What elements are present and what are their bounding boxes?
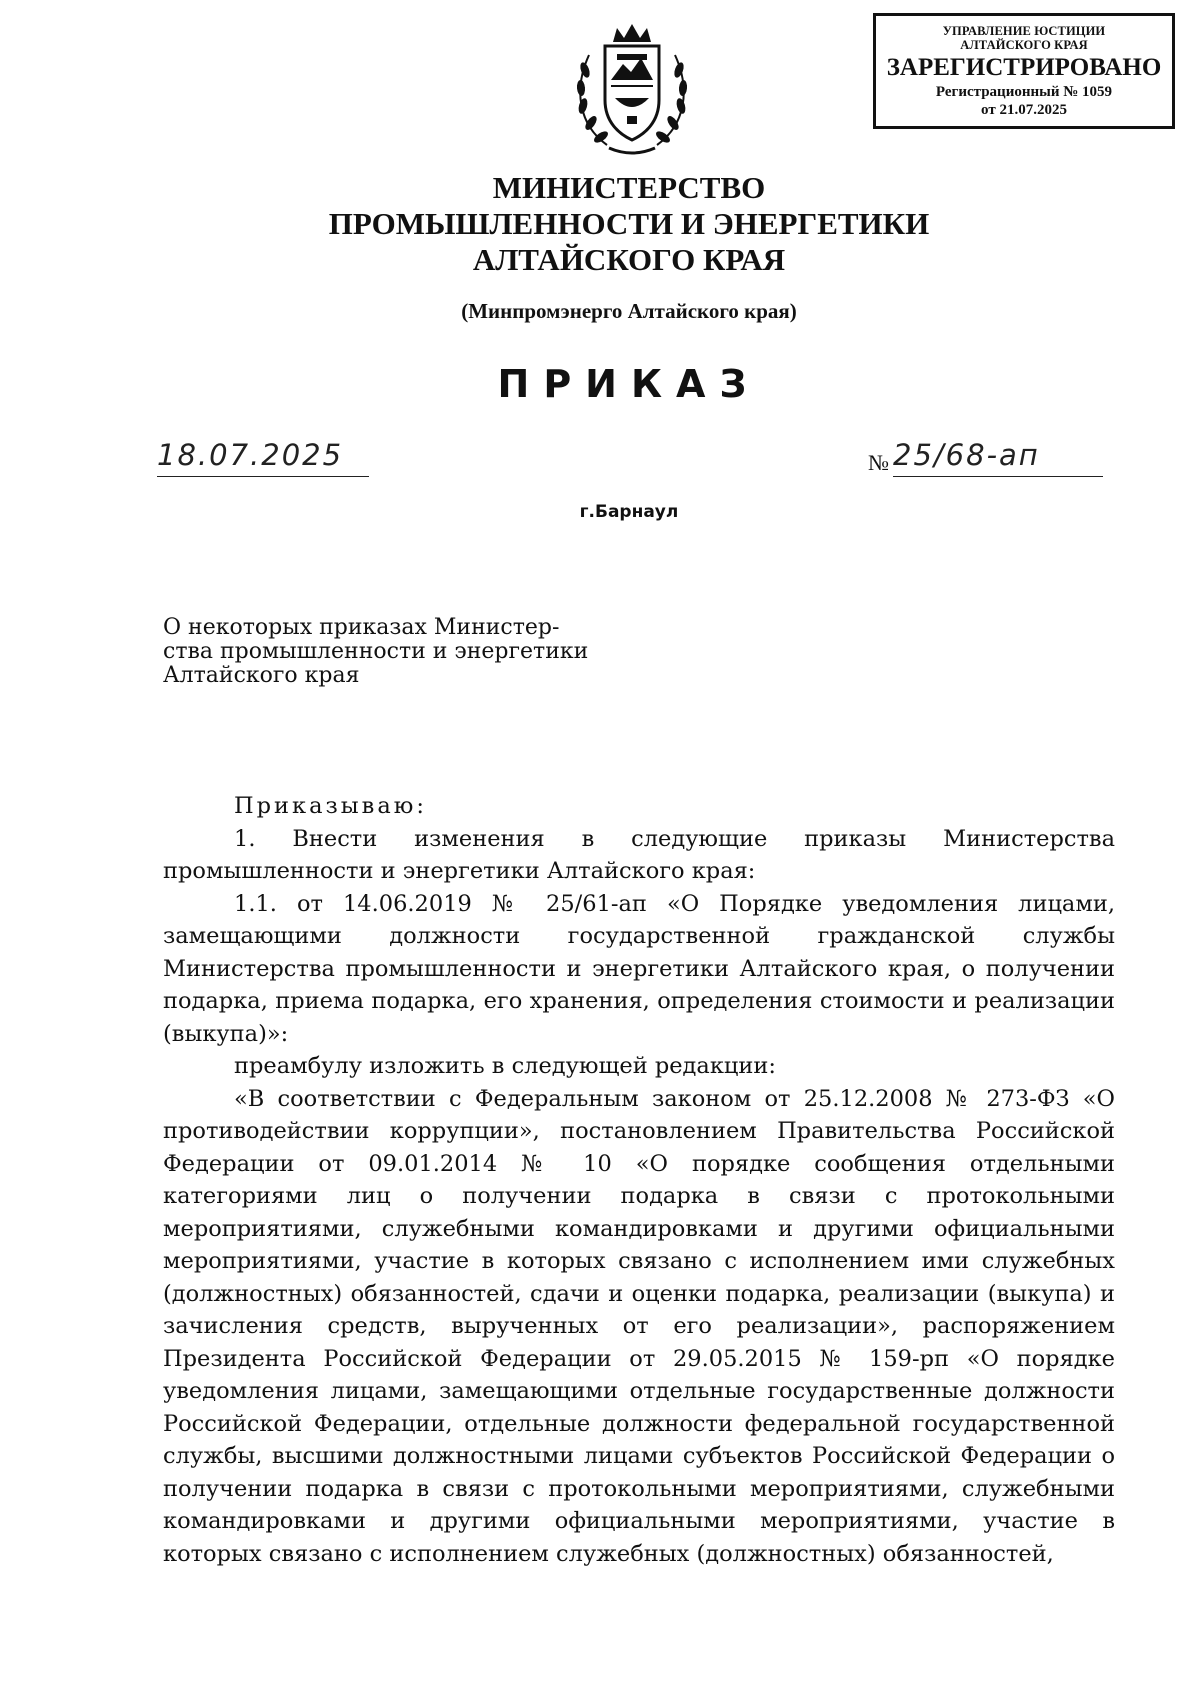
stamp-org-line2: АЛТАЙСКОГО КРАЯ bbox=[960, 38, 1088, 52]
ministry-short-name: (Минпромэнерго Алтайского края) bbox=[461, 299, 797, 323]
document-date: 18.07.2025 bbox=[157, 438, 369, 477]
subject-line1: О некоторых приказах Министер- bbox=[163, 615, 560, 640]
paragraph-1: 1. Внести изменения в следующие приказы Министерства промышленности и энергетики Алтайского края: bbox=[163, 825, 1115, 884]
document-type: ПРИКАЗ bbox=[497, 362, 761, 406]
number-label: № bbox=[868, 450, 889, 475]
subject-line2: ства промышленности и энергетики bbox=[163, 639, 589, 664]
paragraph-preamble-text: «В соответствии с Федеральным законом от 25.12.2008 № 273-ФЗ «О противодействии коррупции», постановлением Правительства Российской Федерации от 09.01.2014 № 10 «О порядке сообщения отдельными категориями лиц о получении подарка в связи с протокольными мероприятиями, служебными командировками и другими официальными мероприятиями, участие в которых связано с исполнением ими служебных (должностных) обязанностей, сдачи и оценки подарка, реализации (выкупа) и зачисления средств, вырученных от его реализации», распоряжением Президента Российской Федерации от 29.05.2015 № 159-рп «О порядке уведомления лицами, замещающими отдельные государственные должности Российской Федерации, отдельные должности федеральной государственной службы, высшими должностными лицами субъектов Российской Федерации о получении подарка в связи с протокольными мероприятиями, служебными командировками и другими официальными мероприятиями, участие в которых связано с исполнением служебных (должностных) обязанностей, bbox=[163, 1085, 1115, 1567]
coat-of-arms-icon bbox=[567, 20, 697, 160]
stamp-status: ЗАРЕГИСТРИРОВАНО bbox=[886, 54, 1162, 81]
stamp-reg-number: Регистрационный № 1059 bbox=[935, 84, 1113, 100]
stamp-reg-date: от 21.07.2025 bbox=[981, 102, 1067, 118]
stamp-org-line1: УПРАВЛЕНИЕ ЮСТИЦИИ bbox=[942, 24, 1106, 38]
paragraph-preamble: преамбулу изложить в следующей редакции: bbox=[234, 1053, 776, 1079]
ministry-name-line2: ПРОМЫШЛЕННОСТИ И ЭНЕРГЕТИКИ bbox=[328, 206, 930, 241]
registration-stamp bbox=[873, 13, 1175, 129]
document-number: 25/68-ап bbox=[893, 438, 1103, 477]
subject-line3: Алтайского края bbox=[163, 663, 360, 688]
document-body bbox=[163, 790, 1115, 1570]
ministry-name bbox=[0, 170, 1200, 278]
city: г.Барнаул bbox=[579, 502, 679, 522]
stamp-org bbox=[876, 24, 1172, 52]
ministry-name-line3: АЛТАЙСКОГО КРАЯ bbox=[472, 242, 786, 277]
document-subject bbox=[163, 616, 633, 688]
order-word: Приказываю: bbox=[234, 793, 427, 819]
ministry-name-line1: МИНИСТЕРСТВО bbox=[492, 170, 766, 205]
paragraph-1-1: 1.1. от 14.06.2019 № 25/61-ап «О Порядке уведомления лицами, замещающими должности государственной гражданской службы Министерства промышленности и энергетики Алтайского края, о получении подарка, приема подарка, его хранения, определения стоимости и реализации (выкупа)»: bbox=[163, 890, 1115, 1047]
